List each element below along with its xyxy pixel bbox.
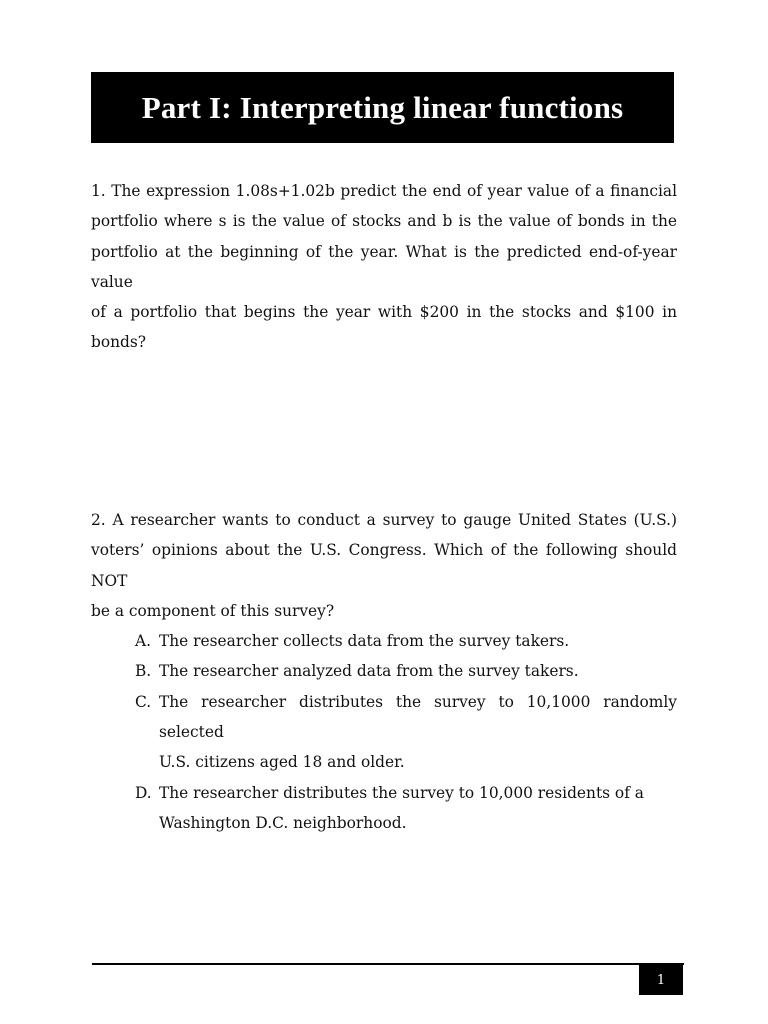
- option-a-text: The researcher collects data from the survey takers.: [159, 632, 570, 651]
- option-c: [91, 687, 677, 778]
- page-number-badge: [639, 965, 683, 995]
- section-title-banner: [91, 72, 674, 143]
- option-d-text-line-2: Washington D.C. neighborhood.: [159, 813, 407, 832]
- question-1-line-2: portfolio where s is the value of stocks and b is the value of bonds in the: [91, 212, 677, 231]
- option-a: [91, 626, 677, 656]
- question-2-line-3: be a component of this survey?: [91, 601, 335, 620]
- option-d-text-line-1: The researcher distributes the survey to 10,000 residents of a: [159, 783, 644, 802]
- question-1: [91, 176, 677, 358]
- section-title: Part I: Interpreting linear functions: [141, 89, 624, 125]
- question-2: [91, 505, 677, 838]
- option-a-letter: A.: [135, 632, 152, 651]
- option-d-letter: D.: [135, 783, 152, 802]
- question-1-line-3: portfolio at the beginning of the year. What is the predicted end-of-year value: [91, 242, 677, 291]
- page-number: 1: [656, 972, 666, 988]
- question-1-line-4: of a portfolio that begins the year with $200 in the stocks and $100 in bonds?: [91, 303, 677, 352]
- option-c-text-line-1: The researcher distributes the survey to 10,1000 randomly selected: [159, 692, 677, 742]
- footer-divider: [92, 963, 684, 965]
- question-2-line-1: 2. A researcher wants to conduct a survey to gauge United States (U.S.): [91, 511, 677, 529]
- question-1-line-1: 1. The expression 1.08s+1.02b predict the end of year value of a financial: [91, 182, 677, 200]
- option-d: [91, 778, 677, 839]
- option-b-text: The researcher analyzed data from the survey takers.: [159, 662, 579, 681]
- option-c-text-line-2: U.S. citizens aged 18 and older.: [159, 753, 405, 772]
- question-2-line-2: voters’ opinions about the U.S. Congress. Which of the following should NOT: [91, 541, 677, 590]
- option-b-letter: B.: [135, 662, 152, 681]
- answer-options: [91, 626, 677, 838]
- option-c-letter: C.: [135, 692, 152, 711]
- option-b: [91, 656, 677, 686]
